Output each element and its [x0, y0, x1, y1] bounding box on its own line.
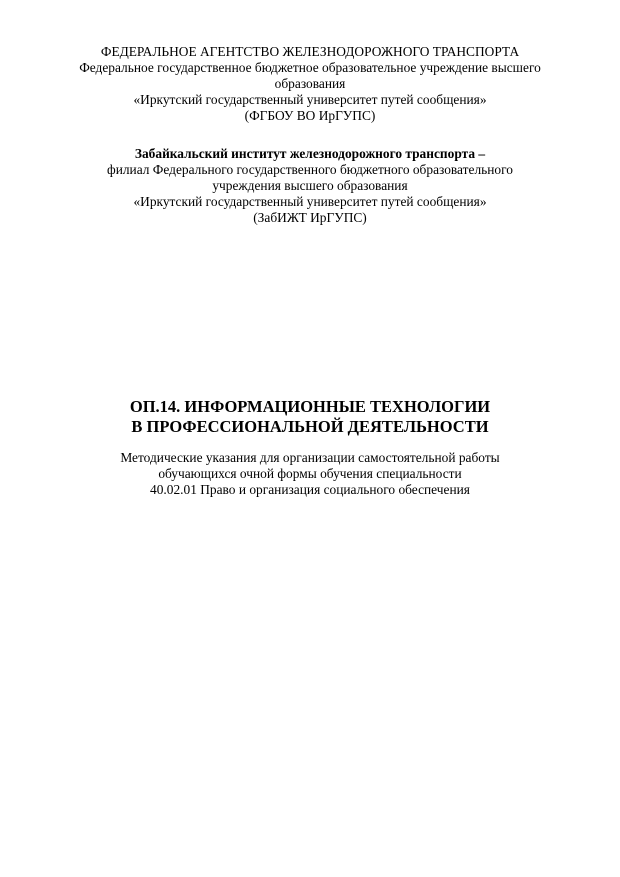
branch-description-line-2: учреждения высшего образования	[212, 178, 408, 193]
university-type-line-2: образования	[274, 76, 346, 91]
branch-university-name: «Иркутский государственный университет путей сообщения»	[133, 194, 487, 209]
branch-abbreviation: (ЗабИЖТ ИрГУПС)	[253, 210, 367, 225]
university-abbreviation: (ФГБОУ ВО ИрГУПС)	[244, 108, 376, 123]
branch-description-line-1: филиал Федерального государственного бюджетного образовательного	[107, 162, 513, 177]
title-line-2: В ПРОФЕССИОНАЛЬНОЙ ДЕЯТЕЛЬНОСТИ	[131, 417, 489, 436]
branch-header	[0, 146, 620, 226]
description-line-1: Методические указания для организации самостоятельной работы	[120, 450, 500, 465]
document-description	[0, 450, 620, 498]
branch-name: Забайкальский институт железнодорожного транспорта –	[134, 146, 486, 161]
university-name: «Иркутский государственный университет путей сообщения»	[133, 92, 487, 107]
agency-header	[0, 44, 620, 124]
title-line-1: ОП.14. ИНФОРМАЦИОННЫЕ ТЕХНОЛОГИИ	[129, 397, 491, 416]
description-line-3: 40.02.01 Право и организация социального обеспечения	[150, 482, 470, 497]
university-type-line-1: Федеральное государственное бюджетное образовательное учреждение высшего	[79, 60, 541, 75]
agency-name: ФЕДЕРАЛЬНОЕ АГЕНТСТВО ЖЕЛЕЗНОДОРОЖНОГО ТРАНСПОРТА	[100, 44, 520, 59]
document-title	[0, 397, 620, 437]
description-line-2: обучающихся очной формы обучения специальности	[158, 466, 462, 481]
